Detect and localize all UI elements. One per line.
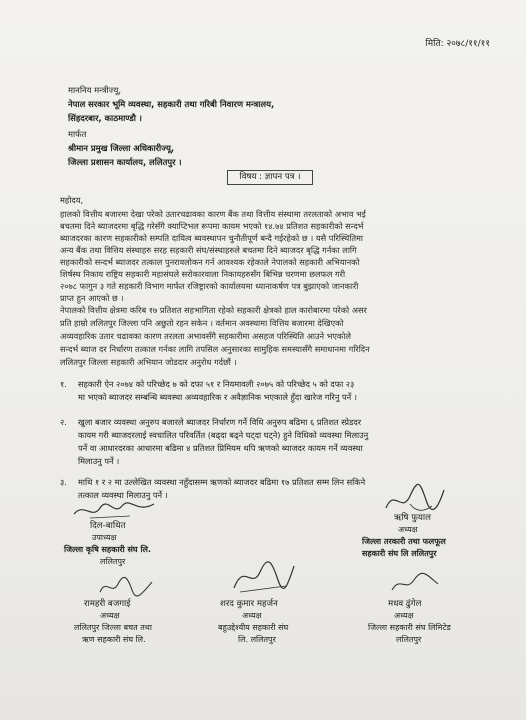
paragraph-line: सन्दर्भ ब्याज दर निर्धारण तत्काल गर्नका लागि तपसिल अनुसारका सामुहिक समस्यासँगै समाधानमा गरिदिन — [60, 344, 370, 354]
paragraph-line: ब्याजदरका कारण सहकारीको सम्पति दायित्व ब्यवस्थापन चुनौतीपूर्ण बन्दै गईरहेको छ । यसै परिस्थितिमा — [60, 233, 364, 243]
item-1-line-1: सहकारी ऐन २०७४ को परिच्छेद ७ को दफा ५१ र नियमावली २०७५ को परिच्छेद ५ को दफा २३ — [78, 379, 355, 389]
signatory-org-location: ललितपुर — [396, 635, 422, 644]
signatory-role: उपाध्यक्ष — [92, 533, 117, 542]
signatory-org: ललितपुर जिल्ला बचत तथा — [74, 623, 152, 632]
addressee-ministry: नेपाल सरकार भूमि व्यवस्था, सहकारी तथा गरिबी निवारण मन्त्रालय, — [68, 99, 275, 109]
paragraph-line: प्रति हाम्रो ललितपुर जिल्ला पनि अछुतो रहन सकेन । वर्तमान अवस्थामा वित्तिय बजारमा देखिएको — [60, 318, 344, 328]
item-2-line-1: खुला बजार व्यवस्था अनुरुप बजारले ब्याजदर निर्धारण गर्ने विधि अनुरुप बढिमा ६ प्रतिशत स्प्रेडदर — [78, 417, 362, 427]
signatory-name: ऋषि फुयाल — [394, 513, 431, 523]
addressee-office: जिल्ला प्रशासन कार्यालय, ललितपुर । — [68, 157, 182, 167]
paragraph-line: अन्य बैंक तथा वित्तिय संस्थाहरु सरह सहकारी संघ/संस्थाहरुले बचतमा दिने ब्याजदर बृद्धि गर्नका लागि — [60, 245, 357, 255]
item-3-line-2: तत्काल व्यवस्था मिलाउनु पर्ने । — [78, 490, 168, 500]
signatory-1 — [64, 520, 151, 568]
signatory-org-location: सहकारी संघ लि ललितपुर — [362, 549, 437, 558]
signature-scribble — [70, 496, 160, 522]
salutation: महोदय, — [60, 195, 84, 205]
signatory-org: जिल्ला कृषि सहकारी संघ लि. — [64, 545, 151, 554]
addressee-salutation: माननिय मन्त्रीज्यू, — [68, 85, 121, 95]
paragraph-line: अव्यवहारिक उतार चढावका कारण तरलता अभावसँगै सहकारीमा असहज परिस्थिति आउने भएकोले — [60, 331, 351, 341]
addressee-location: सिंहदरबार, काठमाण्डौ । — [68, 113, 142, 123]
signatory-3 — [74, 598, 152, 646]
signatory-name: दिल-बाथित — [90, 521, 126, 531]
signature-scribble — [380, 478, 450, 516]
paragraph-line: शिर्षस्थ निकाय राष्ट्रिय सहकारी महासंघले सरोकारवाला निकायहरुसँग बिभिन्न चरणमा छलफल गरी — [60, 269, 346, 279]
signature-scribble — [388, 566, 442, 596]
paragraph-line: २०७८ फागुन ३ गते सहकारी विभाग मार्फत रजिष्ट्रारको कार्यालयमा ध्यानाकर्षण पत्र बुझाएको जानकारी — [60, 281, 359, 291]
signatory-org-location: ऋण सहकारी संघ लि. — [82, 635, 146, 644]
item-3-line-1: माथि १ र २ मा उल्लेखित व्यवस्था नहुँदासम्म ऋणको ब्याजदर बढिमा १७ प्रतिशत सम्म लिन सकिने — [78, 477, 366, 487]
signature-scribble — [228, 556, 298, 596]
signatory-org: जिल्ला सहकारी संघ लिमिटेड — [368, 623, 451, 632]
signatory-org: जिल्ला तरकारी तथा फलफूल — [362, 537, 446, 546]
item-number-3: ३. — [60, 477, 67, 487]
signatory-name: शरद कुमार महर्जन — [220, 599, 278, 609]
signatory-4 — [218, 598, 288, 646]
item-1-line-2: मा भएको ब्याजदर सम्बन्धि ब्यवस्था अव्यवहारिक र अवैज्ञानिक भएकाले हुँदा खारेज गरिनु पर्ने । — [78, 392, 357, 402]
item-2-line-2: कायम गरी ब्याजदरलाई स्वचालित परिवर्तित (बढ्दा बढ्ने घट्दा घट्ने) हुने विधिको व्यवस्था मिलाउनु — [78, 430, 369, 440]
signatory-role: अध्यक्ष — [398, 525, 418, 534]
signatory-role: अध्यक्ष — [394, 611, 414, 620]
signatory-org-location: ललितपुर — [100, 557, 126, 566]
paragraph-line: सहकारीको सन्दर्भ ब्याजदर तत्काल पुनरावलोकन गर्न आवश्यक रहेकाले नेपालको सहकारी अभियानको — [60, 257, 360, 267]
signatory-role: अध्यक्ष — [242, 611, 262, 620]
item-2-line-4: मिलाउनु पर्ने । — [78, 456, 120, 466]
paragraph-line: ललितपुर जिल्ला सहकारी अभियान जोडदार अनुरोध गर्दछौं । — [60, 357, 237, 367]
paragraph-line: प्राप्त हुन आएको छ । — [60, 293, 124, 303]
signatory-2 — [362, 512, 446, 560]
signatory-name: मधव ढुंगेल — [388, 599, 422, 609]
addressee-cdo: श्रीमान प्रमुख जिल्ला अधिकारीज्यू, — [68, 143, 175, 153]
signatory-org: बहुउद्देश्यीय सहकारी संघ — [218, 623, 289, 632]
paragraph-line: बचतमा दिने ब्याजदरमा बृद्धि गरेसँगै क्याप्टिभल रूपमा कायम भएको १४.७४ प्रतिशत सहकारीको सन्दर्भ — [60, 221, 364, 231]
signatory-name: रामहरी बजगाई — [84, 599, 131, 609]
signatory-role: अध्यक्ष — [100, 611, 120, 620]
signatory-org-location: लि. ललितपुर — [238, 635, 276, 644]
paragraph-line: हालको वित्तीय बजारमा देखा परेको उतारचढावका कारण बैंक तथा वित्तीय संस्थामा तरलताको अभाव भई — [60, 209, 366, 219]
signature-scribble — [96, 570, 156, 600]
subject-box: विषय : ज्ञापन पत्र । — [227, 170, 313, 185]
via-label: मार्फत — [68, 129, 87, 139]
document-date: मिति: २०७८/११/११ — [425, 39, 490, 49]
item-number-2: २. — [60, 417, 67, 427]
item-2-line-3: पर्ने वा आधारदरका आधारमा बढिमा ४ प्रतिशत प्रिमियम थपि ऋणको ब्याजदर कायम गर्ने व्यवस्था — [78, 443, 363, 453]
paragraph-line: नेपालको वित्तीय क्षेत्रमा करिब १७ प्रतिशत सहभागिता रहेको सहकारी क्षेत्रको हाल कारोबारमा परेको असर — [60, 305, 367, 315]
item-number-1: १. — [60, 379, 67, 389]
signatory-5 — [368, 598, 451, 646]
